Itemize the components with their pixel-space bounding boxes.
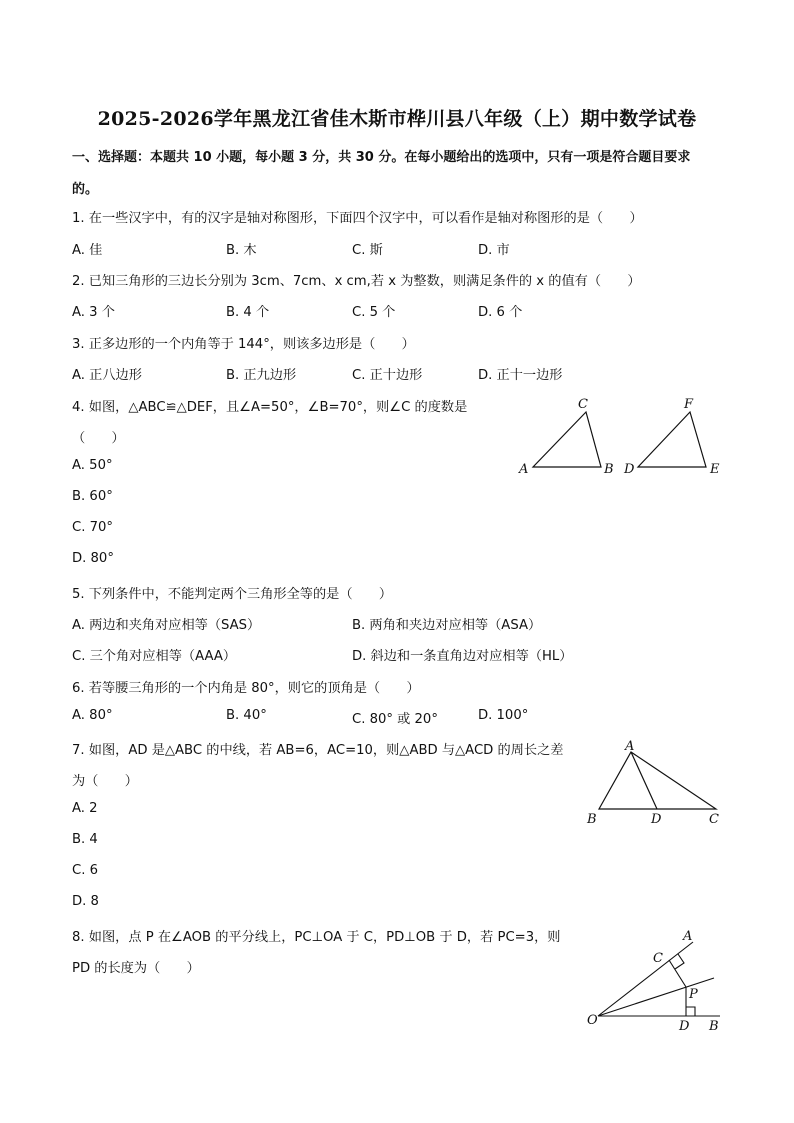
- question-2-option-a[interactable]: A. 3 个: [72, 305, 115, 320]
- question-2-option-d[interactable]: D. 6 个: [478, 305, 523, 320]
- label-q8-p: P: [689, 987, 698, 1002]
- label-q4-b: B: [604, 462, 614, 477]
- question-8-stem-cont: PD 的长度为（ ）: [72, 961, 200, 976]
- label-q4-c: C: [578, 397, 588, 412]
- label-q8-d: D: [679, 1019, 690, 1034]
- question-7-option-a[interactable]: A. 2: [72, 801, 98, 816]
- question-4-option-d[interactable]: D. 80°: [72, 551, 114, 566]
- question-2-option-b[interactable]: B. 4 个: [226, 305, 270, 320]
- question-4-option-b[interactable]: B. 60°: [72, 489, 113, 504]
- question-5-option-c[interactable]: C. 三个角对应相等（AAA）: [72, 649, 237, 664]
- triangle-abc-figure: [533, 412, 601, 467]
- question-4-option-c[interactable]: C. 70°: [72, 520, 113, 535]
- label-q4-e: E: [710, 462, 720, 477]
- question-5-option-d[interactable]: D. 斜边和一条直角边对应相等（HL）: [352, 649, 573, 664]
- question-1-option-c[interactable]: C. 斯: [352, 243, 383, 258]
- question-2-stem: 2. 已知三角形的三边长分别为 3cm、7cm、x cm,若 x 为整数，则满足条件的 x 的值有（ ）: [72, 274, 641, 289]
- question-5-stem: 5. 下列条件中，不能判定两个三角形全等的是（ ）: [72, 587, 393, 602]
- question-3-option-b[interactable]: B. 正九边形: [226, 368, 297, 383]
- question-1-option-a[interactable]: A. 佳: [72, 243, 103, 258]
- label-q4-f: F: [684, 397, 694, 412]
- question-8-stem: 8. 如图，点 P 在∠AOB 的平分线上，PC⊥OA 于 C，PD⊥OB 于 D，若 PC=3，则: [72, 930, 561, 945]
- question-7-option-c[interactable]: C. 6: [72, 863, 98, 878]
- label-q4-d: D: [624, 462, 635, 477]
- question-3-option-d[interactable]: D. 正十一边形: [478, 368, 563, 383]
- label-q7-d: D: [651, 812, 662, 827]
- label-q7-a: A: [625, 739, 635, 754]
- question-1-option-d[interactable]: D. 市: [478, 243, 510, 258]
- question-7-option-b[interactable]: B. 4: [72, 832, 98, 847]
- question-1-stem: 1. 在一些汉字中，有的汉字是轴对称图形，下面四个汉字中，可以看作是轴对称图形的是（ ）: [72, 211, 643, 226]
- label-q7-c: C: [709, 812, 719, 827]
- question-6-option-a[interactable]: A. 80°: [72, 708, 113, 723]
- exam-title: 2025-2026学年黑龙江省佳木斯市桦川县八年级（上）期中数学试卷: [97, 108, 697, 130]
- label-q8-o: O: [587, 1013, 598, 1028]
- label-q4-a: A: [519, 462, 529, 477]
- label-q8-a: A: [683, 929, 693, 944]
- question-5-option-a[interactable]: A. 两边和夹角对应相等（SAS）: [72, 618, 261, 633]
- question-4-stem-cont: （ ）: [72, 431, 125, 446]
- question-7-stem-cont: 为（ ）: [72, 774, 138, 789]
- label-q8-b: B: [709, 1019, 719, 1034]
- question-3-option-c[interactable]: C. 正十边形: [352, 368, 423, 383]
- question-3-option-a[interactable]: A. 正八边形: [72, 368, 142, 383]
- question-7-option-d[interactable]: D. 8: [72, 894, 99, 909]
- question-6-option-b[interactable]: B. 40°: [226, 708, 267, 723]
- median-triangle-figure: [599, 752, 716, 809]
- question-2-option-c[interactable]: C. 5 个: [352, 305, 396, 320]
- question-6-option-d[interactable]: D. 100°: [478, 708, 529, 723]
- question-4-option-a[interactable]: A. 50°: [72, 458, 113, 473]
- question-4-stem: 4. 如图，△ABC≌△DEF，且∠A=50°，∠B=70°，则∠C 的度数是: [72, 400, 468, 415]
- question-3-stem: 3. 正多边形的一个内角等于 144°，则该多边形是（ ）: [72, 337, 415, 352]
- section-heading-line1: 一、选择题：本题共 10 小题，每小题 3 分，共 30 分。在每小题给出的选项中，只有一项是符合题目要求: [72, 150, 691, 165]
- section-heading-line2: 的。: [72, 182, 99, 197]
- question-6-stem: 6. 若等腰三角形的一个内角是 80°，则它的顶角是（ ）: [72, 681, 420, 696]
- triangle-def-figure: [638, 412, 706, 467]
- label-q8-c: C: [653, 951, 663, 966]
- question-6-option-c[interactable]: C. 80° 或 20°: [352, 712, 438, 727]
- question-7-stem: 7. 如图，AD 是△ABC 的中线，若 AB=6，AC=10，则△ABD 与△ACD 的周长之差: [72, 743, 564, 758]
- question-5-option-b[interactable]: B. 两角和夹边对应相等（ASA）: [352, 618, 542, 633]
- question-1-option-b[interactable]: B. 木: [226, 243, 257, 258]
- label-q7-b: B: [587, 812, 597, 827]
